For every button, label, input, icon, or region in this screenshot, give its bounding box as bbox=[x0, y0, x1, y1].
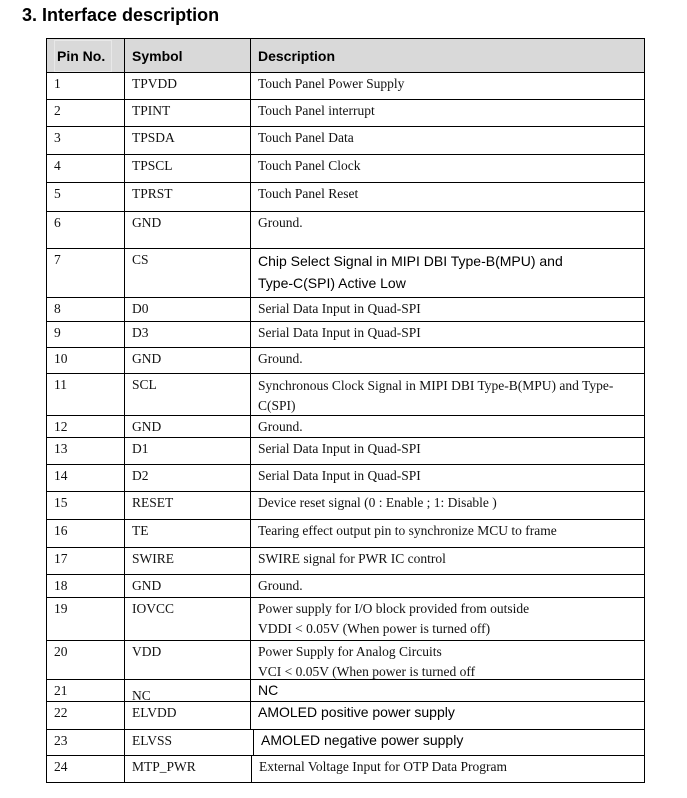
pin-symbol: D0 bbox=[132, 301, 149, 316]
description-cell bbox=[250, 298, 644, 321]
pin-number-cell bbox=[47, 438, 124, 464]
pin-number-cell bbox=[47, 212, 124, 248]
pin-number: 10 bbox=[54, 351, 68, 366]
symbol-cell bbox=[124, 348, 250, 373]
table-row bbox=[47, 248, 644, 297]
pin-number: 13 bbox=[54, 441, 68, 456]
description-cell bbox=[250, 465, 644, 491]
pin-description-line: Tearing effect output pin to synchronize MCU to frame bbox=[258, 523, 557, 538]
pin-symbol: D2 bbox=[132, 468, 149, 483]
pin-number-cell bbox=[47, 548, 124, 574]
symbol-cell bbox=[124, 520, 250, 547]
description-cell bbox=[250, 680, 644, 701]
symbol-cell bbox=[124, 598, 250, 640]
pin-number-cell bbox=[47, 416, 124, 437]
pin-symbol: ELVDD bbox=[132, 705, 177, 720]
pin-symbol: IOVCC bbox=[132, 601, 175, 616]
description-cell bbox=[253, 730, 644, 755]
table-row bbox=[47, 211, 644, 248]
pin-number: 19 bbox=[54, 601, 68, 616]
pin-description-line: C(SPI) bbox=[258, 398, 296, 413]
interface-table bbox=[46, 38, 645, 783]
description-cell bbox=[250, 100, 644, 126]
description-cell bbox=[250, 575, 644, 597]
pin-number-cell bbox=[47, 249, 124, 297]
table-row bbox=[47, 72, 644, 99]
pin-number-cell bbox=[47, 465, 124, 491]
table-row bbox=[47, 755, 644, 782]
symbol-cell bbox=[124, 100, 250, 126]
pin-number-cell bbox=[47, 702, 124, 729]
table-row bbox=[47, 126, 644, 154]
table-row bbox=[47, 729, 644, 755]
header-pin-no-label: Pin No. bbox=[54, 40, 112, 72]
pin-symbol: VDD bbox=[132, 644, 162, 659]
description-cell bbox=[250, 73, 644, 99]
description-cell bbox=[250, 438, 644, 464]
pin-number-cell bbox=[47, 183, 124, 211]
pin-description-line: Power supply for I/O block provided from outside bbox=[258, 601, 530, 616]
pin-description-line: Touch Panel Power Supply bbox=[258, 76, 405, 91]
table-row bbox=[47, 347, 644, 373]
pin-symbol: GND bbox=[132, 419, 162, 434]
pin-description-line: Type-C(SPI) Active Low bbox=[258, 275, 406, 291]
pin-number: 20 bbox=[54, 644, 68, 659]
pin-number-cell bbox=[47, 575, 124, 597]
pin-description-line: Ground. bbox=[258, 419, 303, 434]
pin-number: 11 bbox=[54, 377, 67, 392]
table-row bbox=[47, 415, 644, 437]
pin-description-line: Chip Select Signal in MIPI DBI Type-B(MPU) and bbox=[258, 253, 563, 269]
symbol-cell bbox=[124, 438, 250, 464]
pin-description-line: Serial Data Input in Quad-SPI bbox=[258, 441, 421, 456]
pin-symbol: SWIRE bbox=[132, 551, 174, 566]
table-row bbox=[47, 321, 644, 347]
pin-number-cell bbox=[47, 100, 124, 126]
symbol-cell bbox=[124, 183, 250, 211]
pin-number: 22 bbox=[54, 705, 68, 720]
description-cell bbox=[250, 520, 644, 547]
pin-number-cell bbox=[47, 680, 124, 701]
table-row bbox=[47, 574, 644, 597]
description-cell bbox=[250, 127, 644, 154]
description-cell bbox=[251, 756, 644, 782]
table-row bbox=[47, 701, 644, 729]
pin-number: 1 bbox=[54, 76, 61, 91]
pin-symbol: GND bbox=[132, 215, 162, 230]
symbol-cell bbox=[124, 756, 250, 782]
table-header-row bbox=[47, 39, 644, 72]
pin-number: 7 bbox=[54, 252, 61, 267]
symbol-cell bbox=[124, 127, 250, 154]
pin-description-line: AMOLED negative power supply bbox=[261, 732, 464, 748]
pin-description-line: VDDI < 0.05V (When power is turned off) bbox=[258, 621, 491, 636]
description-cell bbox=[250, 598, 644, 640]
pin-number: 8 bbox=[54, 301, 61, 316]
table-row bbox=[47, 437, 644, 464]
pin-number: 23 bbox=[54, 733, 68, 748]
table-row bbox=[47, 519, 644, 547]
pin-description-line: VCI < 0.05V (When power is turned off bbox=[258, 664, 476, 679]
pin-number: 5 bbox=[54, 186, 61, 201]
pin-description-line: Serial Data Input in Quad-SPI bbox=[258, 301, 421, 316]
pin-symbol: TPINT bbox=[132, 103, 171, 118]
description-cell bbox=[250, 183, 644, 211]
pin-number-cell bbox=[47, 73, 124, 99]
pin-description-line: Touch Panel Clock bbox=[258, 158, 361, 173]
pin-symbol: TPSCL bbox=[132, 158, 173, 173]
table-row bbox=[47, 679, 644, 701]
pin-number: 21 bbox=[54, 683, 68, 698]
pin-number-cell bbox=[47, 730, 124, 755]
pin-description-line: External Voltage Input for OTP Data Program bbox=[259, 759, 507, 774]
table-row bbox=[47, 597, 644, 640]
symbol-cell bbox=[124, 548, 250, 574]
pin-description-line: Touch Panel Data bbox=[258, 130, 354, 145]
pin-symbol: D1 bbox=[132, 441, 149, 456]
pin-description-line: Ground. bbox=[258, 215, 303, 230]
symbol-cell bbox=[124, 641, 250, 679]
description-cell bbox=[250, 322, 644, 347]
pin-description-line: Touch Panel interrupt bbox=[258, 103, 375, 118]
pin-description-line: NC bbox=[258, 682, 279, 698]
pin-number: 14 bbox=[54, 468, 68, 483]
pin-number-cell bbox=[47, 298, 124, 321]
symbol-cell bbox=[124, 73, 250, 99]
section-title: 3. Interface description bbox=[22, 5, 220, 25]
pin-number-cell bbox=[47, 641, 124, 679]
description-cell bbox=[250, 212, 644, 248]
table-row bbox=[47, 297, 644, 321]
symbol-cell bbox=[124, 374, 250, 415]
pin-symbol: RESET bbox=[132, 495, 174, 510]
description-cell bbox=[250, 348, 644, 373]
pin-symbol: D3 bbox=[132, 325, 149, 340]
description-cell bbox=[250, 702, 644, 729]
pin-number: 4 bbox=[54, 158, 61, 173]
description-cell bbox=[250, 416, 644, 437]
table-row bbox=[47, 547, 644, 574]
pin-number-cell bbox=[47, 155, 124, 182]
symbol-cell bbox=[124, 212, 250, 248]
symbol-cell bbox=[124, 465, 250, 491]
symbol-cell bbox=[124, 298, 250, 321]
pin-description-line: Touch Panel Reset bbox=[258, 186, 359, 201]
pin-number-cell bbox=[47, 374, 124, 415]
pin-symbol: GND bbox=[132, 351, 162, 366]
pin-description-line: Device reset signal (0 : Enable ; 1: Disable ) bbox=[258, 495, 497, 510]
pin-number: 18 bbox=[54, 578, 68, 593]
description-cell bbox=[250, 155, 644, 182]
table-body bbox=[47, 72, 644, 782]
table-row bbox=[47, 640, 644, 679]
pin-number: 6 bbox=[54, 215, 61, 230]
pin-number: 24 bbox=[54, 759, 68, 774]
header-description: Description bbox=[250, 39, 644, 72]
description-cell bbox=[250, 548, 644, 574]
pin-description-line: Ground. bbox=[258, 578, 303, 593]
symbol-cell bbox=[124, 575, 250, 597]
pin-description-line: Serial Data Input in Quad-SPI bbox=[258, 325, 421, 340]
pin-description-line: Ground. bbox=[258, 351, 303, 366]
pin-number-cell bbox=[47, 520, 124, 547]
pin-description-line: SWIRE signal for PWR IC control bbox=[258, 551, 446, 566]
pin-symbol: GND bbox=[132, 578, 162, 593]
pin-symbol: TPSDA bbox=[132, 130, 175, 145]
symbol-cell bbox=[124, 155, 250, 182]
table-row bbox=[47, 182, 644, 211]
pin-number-cell bbox=[47, 322, 124, 347]
pin-symbol: ELVSS bbox=[132, 733, 173, 748]
symbol-cell bbox=[124, 680, 250, 701]
symbol-cell bbox=[124, 730, 250, 755]
pin-description-line: AMOLED positive power supply bbox=[258, 704, 455, 720]
pin-symbol: MTP_PWR bbox=[132, 759, 196, 774]
table-row bbox=[47, 491, 644, 519]
pin-symbol: TPRST bbox=[132, 186, 173, 201]
symbol-cell bbox=[124, 702, 250, 729]
table-row bbox=[47, 99, 644, 126]
pin-number-cell bbox=[47, 348, 124, 373]
pin-number-cell bbox=[47, 127, 124, 154]
description-cell bbox=[250, 641, 644, 679]
pin-number-cell bbox=[47, 492, 124, 519]
description-cell bbox=[250, 249, 644, 297]
pin-symbol: CS bbox=[132, 252, 149, 267]
pin-number: 12 bbox=[54, 419, 68, 434]
table-row bbox=[47, 154, 644, 182]
pin-number: 17 bbox=[54, 551, 68, 566]
pin-symbol: TPVDD bbox=[132, 76, 178, 91]
pin-number: 16 bbox=[54, 523, 68, 538]
pin-number-cell bbox=[47, 756, 124, 782]
pin-description-line: Synchronous Clock Signal in MIPI DBI Type-B(MPU) and Type- bbox=[258, 378, 614, 393]
table-row bbox=[47, 464, 644, 491]
pin-symbol: TE bbox=[132, 523, 149, 538]
pin-number: 2 bbox=[54, 103, 61, 118]
pin-number: 15 bbox=[54, 495, 68, 510]
symbol-cell bbox=[124, 492, 250, 519]
pin-symbol: NC bbox=[132, 688, 151, 701]
pin-description-line: Power Supply for Analog Circuits bbox=[258, 644, 442, 659]
description-cell bbox=[250, 492, 644, 519]
symbol-cell bbox=[124, 322, 250, 347]
header-pin-no bbox=[47, 39, 124, 72]
pin-symbol: SCL bbox=[132, 377, 157, 392]
pin-number: 9 bbox=[54, 325, 61, 340]
pin-number-cell bbox=[47, 598, 124, 640]
symbol-cell bbox=[124, 249, 250, 297]
header-symbol: Symbol bbox=[124, 39, 250, 72]
pin-description-line: Serial Data Input in Quad-SPI bbox=[258, 468, 421, 483]
symbol-cell bbox=[124, 416, 250, 437]
table-row bbox=[47, 373, 644, 415]
pin-number: 3 bbox=[54, 130, 61, 145]
description-cell bbox=[250, 374, 644, 415]
